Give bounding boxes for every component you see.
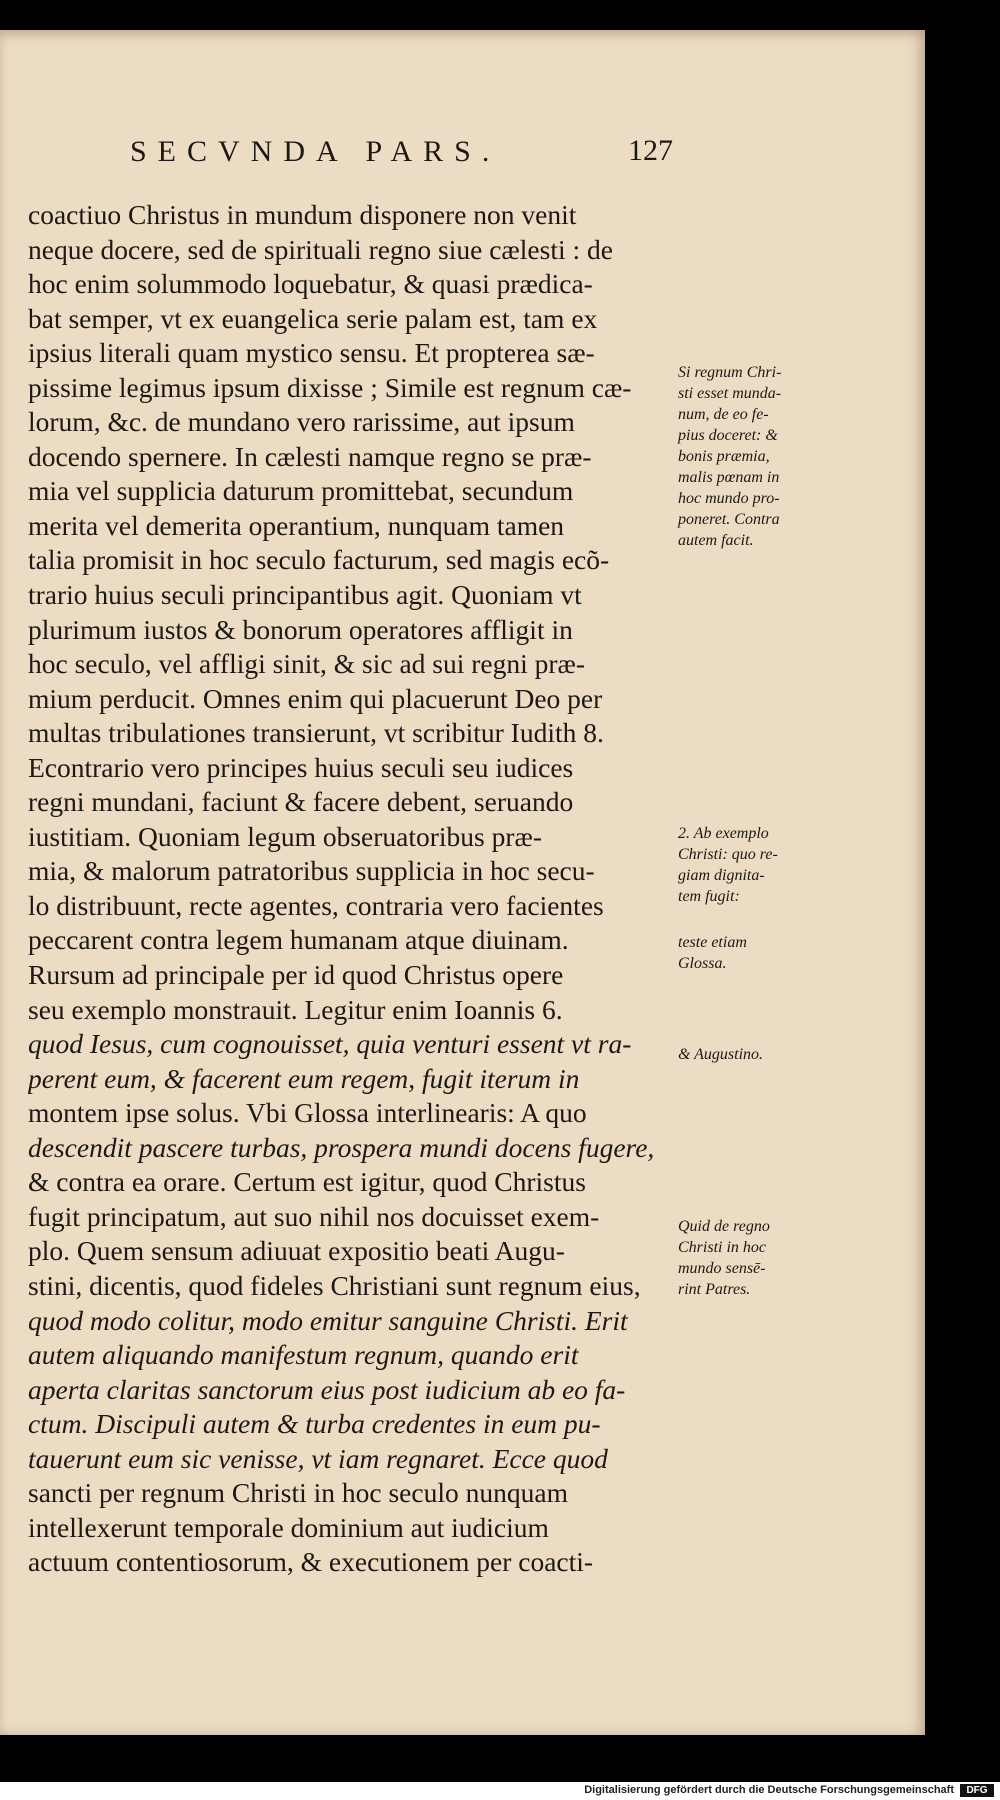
text-line: fugit principatum, aut suo nihil nos docuisset exem-	[28, 1200, 600, 1232]
text-line: hoc seculo, vel affligi sinit, & sic ad sui regni præ-	[28, 648, 586, 680]
marginal-note-line: giam dignita-	[678, 867, 765, 884]
marginal-note-line: autem facit.	[678, 532, 754, 549]
marginal-note-line: 2. Ab exemplo	[678, 825, 769, 842]
text-line: pissime legimus ipsum dixisse ; Simile est regnum cæ-	[28, 371, 632, 403]
marginal-note-line: mundo sensē-	[678, 1260, 766, 1277]
marginal-note-line: Si regnum Chri-	[678, 364, 782, 381]
text-line: ctum. Discipuli autem & turba credentes in eum pu-	[28, 1408, 601, 1440]
marginal-note	[678, 1044, 828, 1065]
text-line: & contra ea orare. Certum est igitur, quod Christus	[28, 1166, 586, 1198]
text-line: actuum contentiosorum, & executionem per coacti-	[28, 1546, 594, 1578]
text-line: docendo spernere. In cælesti namque regno se præ-	[28, 440, 592, 472]
text-line: aperta claritas sanctorum eius post iudicium ab eo fa-	[28, 1373, 626, 1405]
marginal-note-line: Quid de regno	[678, 1218, 770, 1235]
marginal-note	[678, 1216, 828, 1300]
text-line: coactiuo Christus in mundum disponere non venit	[28, 199, 577, 230]
text-line: autem aliquando manifestum regnum, quando erit	[28, 1339, 579, 1371]
page-number: 127	[628, 134, 673, 167]
text-line: intellexerunt temporale dominium aut iudicium	[28, 1511, 549, 1543]
marginal-note-line: sti esset munda-	[678, 385, 782, 402]
dfg-logo-icon: DFG	[960, 1784, 994, 1797]
marginal-note-line: rint Patres.	[678, 1281, 751, 1298]
marginal-note-line: bonis præmia,	[678, 448, 770, 465]
text-line: plo. Quem sensum adiuuat expositio beati Augu-	[28, 1235, 565, 1267]
text-line: plurimum iustos & bonorum operatores affligit in	[28, 613, 573, 645]
text-line: multas tribulationes transierunt, vt scribitur Iudith 8.	[28, 717, 604, 749]
text-line: mia, & malorum patratoribus supplicia in hoc secu-	[28, 855, 595, 887]
book-page	[0, 30, 925, 1735]
marginal-note-line: Christi in hoc	[678, 1239, 767, 1256]
text-line: Econtrario vero principes huius seculi seu iudices	[28, 751, 574, 783]
text-line: neque docere, sed de spirituali regno siue cælesti : de	[28, 233, 613, 265]
text-line: Rursum ad principale per id quod Christus opere	[28, 959, 564, 991]
text-line: trario huius seculi principantibus agit. Quoniam vt	[28, 579, 582, 611]
marginal-note-line: teste etiam	[678, 934, 747, 951]
marginal-note	[678, 823, 828, 907]
footer-credit: Digitalisierung gefördert durch die Deutsche Forschungsgemeinschaft	[584, 1784, 954, 1796]
marginal-note-line: pius doceret: &	[678, 427, 778, 444]
text-line: quod modo colitur, modo emitur sanguine Christi. Erit	[28, 1304, 628, 1336]
text-line: talia promisit in hoc seculo facturum, sed magis ecõ-	[28, 544, 610, 576]
text-line: montem ipse solus. Vbi Glossa interlinearis: A quo	[28, 1097, 587, 1129]
marginal-note-line: malis pœnam in	[678, 469, 780, 486]
text-line: merita vel demerita operantium, nunquam tamen	[28, 509, 565, 541]
text-line: peccarent contra legem humanam atque diuinam.	[28, 924, 569, 956]
text-line: lo distribuunt, recte agentes, contraria vero facientes	[28, 889, 604, 921]
text-line: hoc enim solummodo loquebatur, & quasi prædica-	[28, 268, 593, 300]
digitization-footer	[0, 1782, 1000, 1800]
marginal-note-line: Glossa.	[678, 955, 727, 972]
text-line: perent eum, & facerent eum regem, fugit iterum in	[28, 1062, 580, 1094]
marginal-note-line: hoc mundo pro-	[678, 490, 780, 507]
main-text-block	[28, 198, 668, 1580]
marginal-note	[678, 932, 828, 974]
marginal-note-line: tem fugit:	[678, 888, 740, 905]
text-line: sancti per regnum Christi in hoc seculo nunquam	[28, 1477, 568, 1509]
running-header: SECVNDA PARS.	[130, 135, 501, 168]
marginal-note-line: num, de eo fe-	[678, 406, 769, 423]
text-line: descendit pascere turbas, prospera mundi docens fugere,	[28, 1131, 655, 1163]
text-line: ipsius literali quam mystico sensu. Et propterea sæ-	[28, 337, 595, 369]
text-line: iustitiam. Quoniam legum obseruatoribus præ-	[28, 820, 543, 852]
text-line: seu exemplo monstrauit. Legitur enim Ioannis 6.	[28, 993, 563, 1025]
text-line: bat semper, vt ex euangelica serie palam est, tam ex	[28, 302, 598, 334]
text-line: mium perducit. Omnes enim qui placuerunt Deo per	[28, 682, 603, 714]
marginal-note-line: Christi: quo re-	[678, 846, 778, 863]
text-line: tauerunt eum sic venisse, vt iam regnaret. Ecce quod	[28, 1442, 608, 1474]
marginal-note-line: & Augustino.	[678, 1046, 764, 1063]
text-line: quod Iesus, cum cognouisset, quia venturi essent vt ra-	[28, 1028, 632, 1060]
text-line: lorum, &c. de mundano vero rarissime, aut ipsum	[28, 406, 575, 438]
text-line: regni mundani, faciunt & facere debent, seruando	[28, 786, 574, 818]
marginal-note	[678, 362, 828, 551]
text-line: stini, dicentis, quod fideles Christiani sunt regnum eius,	[28, 1269, 641, 1301]
marginal-note-line: poneret. Contra	[678, 511, 780, 528]
text-line: mia vel supplicia daturum promittebat, secundum	[28, 475, 574, 507]
